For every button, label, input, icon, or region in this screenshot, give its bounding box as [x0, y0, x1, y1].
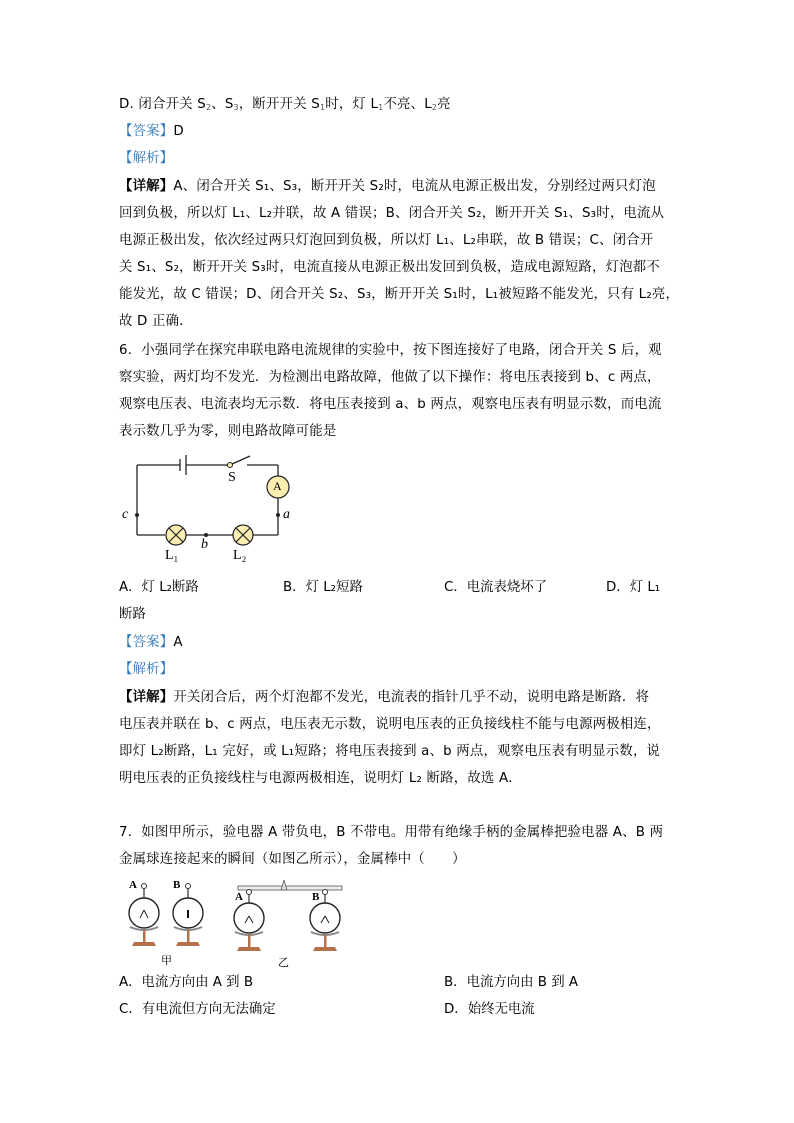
prev-detail-line-5: 故 D 正确．	[119, 314, 193, 329]
electroscope-b-label: B	[173, 879, 181, 891]
q6-option-d-cont: 断路	[119, 607, 146, 622]
detail-label: 【详解】	[119, 690, 174, 705]
q6-stem-line-2: 观察电压表、电流表均无示数．将电压表接到 a、b 两点，观察电压表有明显示数，而电流	[119, 397, 662, 412]
answer-value: D	[173, 124, 184, 139]
prev-detail-line-1: 回到负极，所以灯 L₁、L₂并联，故 A 错误；B、闭合开关 S₂，断开开关 S₁、S₃时，电流从	[119, 206, 665, 221]
prev-answer	[119, 123, 184, 141]
lamp-l2-label: L₂	[233, 548, 247, 563]
electroscope-a-label: A	[129, 879, 137, 891]
detail-label: 【详解】	[119, 179, 174, 194]
circuit-wires	[115, 455, 305, 575]
q6-detail-line-2: 即灯 L₂断路，L₁ 完好，或 L₁短路；将电压表接到 a、b 两点，观察电压表有明显示数，说	[119, 744, 661, 759]
q6-option-a[interactable]: A．灯 L₂断路	[119, 580, 199, 595]
q6-stem-line-1: 察实验，两灯均不发光．为检测出电路故障，他做了以下操作：将电压表接到 b、c 两点，	[119, 370, 661, 385]
electroscope-a-yi-label: A	[235, 891, 243, 903]
circuit-diagram	[115, 455, 305, 575]
q6-detail-line-3: 明电压表的正负接线柱与电源两极相连，说明灯 L₂ 断路，故选 A．	[119, 771, 522, 786]
q6-stem-line-0: 6．小强同学在探究串联电路电流规律的实验中，按下图连接好了电路，闭合开关 S 后，观	[119, 343, 662, 358]
q6-option-b[interactable]: B．灯 L₂短路	[283, 580, 363, 595]
lamp-l1-label: L₁	[165, 548, 179, 563]
answer-label: 【答案】	[119, 124, 174, 139]
q6-analysis-label: 【解析】	[119, 662, 174, 677]
switch-label: S	[228, 470, 236, 485]
q6-stem-line-3: 表示数几乎为零，则电路故障可能是	[119, 424, 337, 439]
prev-analysis-label: 【解析】	[119, 151, 174, 166]
q7-option-d[interactable]: D．始终无电流	[444, 1002, 535, 1017]
prev-detail-line-4: 能发光，故 C 错误；D、闭合开关 S₂、S₃，断开开关 S₁时，L₁被短路不能发光，只有 L₂亮，	[119, 287, 680, 302]
point-a-label: a	[283, 507, 290, 522]
q6-answer: 【答案】A	[119, 635, 183, 650]
q6-detail-line-1: 电压表并联在 b、c 两点，电压表无示数，说明电压表的正负接线柱不能与电源两极相连，	[119, 717, 661, 732]
q7-option-a[interactable]: A．电流方向由 A 到 B	[119, 975, 254, 990]
electroscope-figure	[118, 879, 358, 969]
prev-detail-line-2: 电源正极出发，依次经过两只灯泡回到负极，所以灯 L₁、L₂串联，故 B 错误；C、闭合开	[119, 233, 654, 248]
insulated-handle-icon	[281, 880, 287, 890]
prev-option-d: D. 闭合开关 $S_2$、$S_3$，断开开关 $S_1$时，灯 $L_1$不亮、$L_2$亮	[119, 97, 451, 112]
fig-yi-caption: 乙	[278, 956, 289, 969]
ammeter-label: A	[273, 479, 282, 493]
point-a-dot	[276, 513, 280, 517]
electroscope-a-jia-icon	[129, 884, 159, 947]
q7-stem-line-0: 7．如图甲所示，验电器 A 带负电，B 不带电。用带有绝缘手柄的金属棒把验电器 A、B 两	[119, 825, 664, 840]
answer-value: A	[173, 635, 183, 650]
q6-option-c[interactable]: C．电流表烧坏了	[444, 580, 548, 595]
electroscope-b-jia-icon	[173, 884, 203, 947]
prev-detail-line-0: 【详解】A、闭合开关 S₁、S₃，断开开关 S₂时，电流从电源正极出发，分别经过两只灯泡	[119, 179, 656, 194]
prev-detail-line-3: 关 S₁、S₂，断开开关 S₃时，电流直接从电源正极出发回到负极，造成电源短路，灯泡都不	[119, 260, 660, 275]
q7-option-c[interactable]: C．有电流但方向无法确定	[119, 1002, 276, 1017]
q6-detail-line-0: 【详解】开关闭合后，两个灯泡都不发光，电流表的指针几乎不动，说明电路是断路．将	[119, 690, 650, 705]
q6-option-d[interactable]: D．灯 L₁	[606, 580, 661, 595]
fig-jia-caption: 甲	[161, 954, 172, 967]
point-c-label: c	[122, 507, 129, 522]
electroscope-b-yi-label: B	[312, 891, 320, 903]
switch-icon	[228, 463, 233, 468]
q7-option-b[interactable]: B．电流方向由 B 到 A	[444, 975, 579, 990]
point-c-dot	[135, 513, 139, 517]
point-b-label: b	[201, 537, 208, 552]
q7-stem-line-1: 金属球连接起来的瞬间（如图乙所示），金属棒中（ ）	[119, 852, 466, 867]
